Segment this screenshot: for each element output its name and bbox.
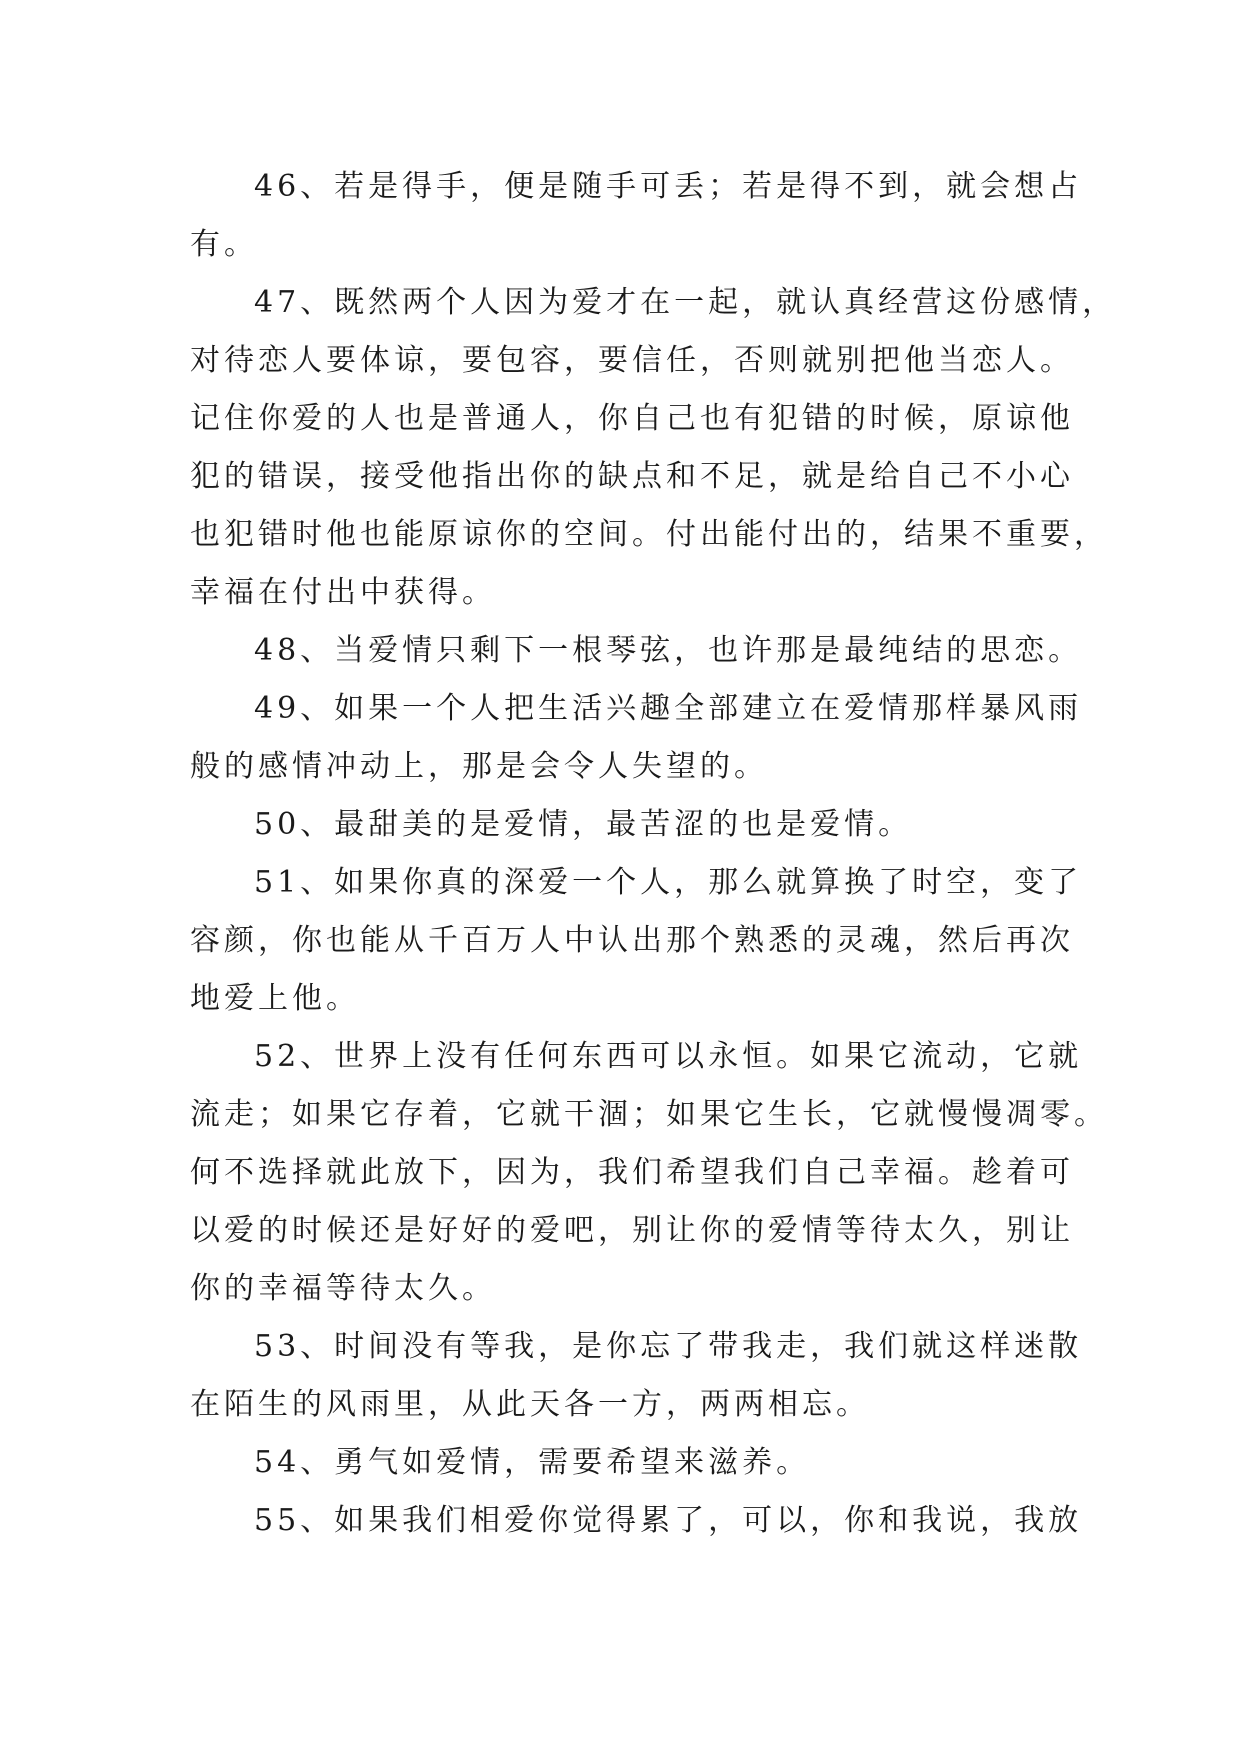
paragraph-51 (190, 854, 1083, 1028)
paragraph-line: 53、时间没有等我，是你忘了带我走，我们就这样迷散 (254, 1329, 1083, 1364)
paragraph-line: 流走；如果它存着，它就干涸；如果它生长，它就慢慢凋零。 (190, 1097, 1108, 1132)
paragraph-line: 50、最甜美的是爱情，最苦涩的也是爱情。 (254, 807, 913, 842)
paragraph-line: 对待恋人要体谅，要包容，要信任，否则就别把他当恋人。 (190, 343, 1074, 378)
paragraph-line: 在陌生的风雨里，从此天各一方，两两相忘。 (190, 1387, 870, 1422)
paragraph-line: 51、如果你真的深爱一个人，那么就算换了时空，变了 (254, 865, 1083, 900)
paragraph-line: 般的感情冲动上，那是会令人失望的。 (190, 749, 768, 784)
paragraph-line: 54、勇气如爱情，需要希望来滋养。 (254, 1445, 811, 1480)
paragraph-line: 幸福在付出中获得。 (190, 575, 496, 610)
paragraph-line: 47、既然两个人因为爱才在一起，就认真经营这份感情， (254, 285, 1117, 320)
paragraph-46 (190, 158, 1083, 274)
paragraph-line: 地爱上他。 (190, 981, 360, 1016)
paragraph-line: 也犯错时他也能原谅你的空间。付出能付出的，结果不重要， (190, 517, 1108, 552)
paragraph-line: 以爱的时候还是好好的爱吧，别让你的爱情等待太久，别让 (190, 1213, 1074, 1248)
paragraph-line: 何不选择就此放下，因为，我们希望我们自己幸福。趁着可 (190, 1155, 1074, 1190)
paragraph-line: 52、世界上没有任何东西可以永恒。如果它流动，它就 (254, 1039, 1083, 1074)
paragraph-47 (190, 274, 1117, 622)
paragraph-48 (190, 622, 1083, 680)
paragraph-line: 你的幸福等待太久。 (190, 1271, 496, 1306)
document-body (190, 158, 1117, 1550)
paragraph-49 (190, 680, 1083, 796)
paragraph-line: 容颜，你也能从千百万人中认出那个熟悉的灵魂，然后再次 (190, 923, 1074, 958)
paragraph-55 (190, 1492, 1083, 1550)
paragraph-52 (190, 1028, 1108, 1318)
paragraph-line: 记住你爱的人也是普通人，你自己也有犯错的时候，原谅他 (190, 401, 1074, 436)
paragraph-53 (190, 1318, 1083, 1434)
paragraph-line: 有。 (190, 227, 258, 262)
paragraph-50 (190, 796, 1060, 854)
paragraph-54 (190, 1434, 1060, 1492)
paragraph-line: 犯的错误，接受他指出你的缺点和不足，就是给自己不小心 (190, 459, 1074, 494)
paragraph-line: 46、若是得手，便是随手可丢；若是得不到，就会想占 (254, 169, 1083, 204)
paragraph-line: 49、如果一个人把生活兴趣全部建立在爱情那样暴风雨 (254, 691, 1083, 726)
paragraph-line: 55、如果我们相爱你觉得累了，可以，你和我说，我放 (254, 1503, 1083, 1538)
paragraph-line: 48、当爱情只剩下一根琴弦，也许那是最纯结的思恋。 (254, 633, 1083, 668)
